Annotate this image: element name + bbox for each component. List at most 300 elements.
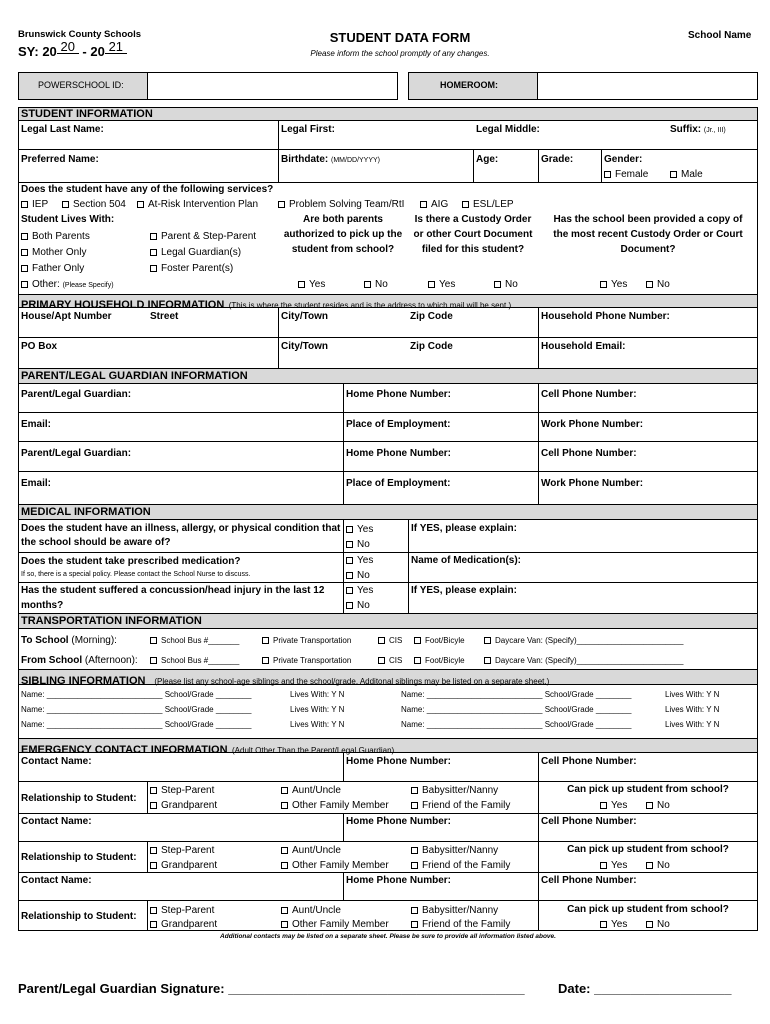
student-section-title: STUDENT INFORMATION bbox=[21, 108, 153, 120]
from-cis[interactable] bbox=[378, 657, 402, 665]
friend-text: Friend of the Family bbox=[422, 919, 511, 930]
contact3-pickup-yes[interactable] bbox=[600, 920, 627, 930]
lives-legal-guardians[interactable] bbox=[150, 248, 241, 258]
checkbox-icon[interactable] bbox=[670, 171, 677, 178]
service-at-risk[interactable] bbox=[137, 200, 258, 210]
checkbox-icon[interactable] bbox=[378, 637, 385, 644]
contact3-home-phone: Home Phone Number: bbox=[346, 875, 452, 886]
foot-text: Foot/Bicyle bbox=[425, 656, 465, 665]
checkbox-icon[interactable] bbox=[281, 862, 288, 869]
babysitter-text: Babysitter/Nanny bbox=[422, 905, 499, 916]
to-cis[interactable] bbox=[378, 637, 402, 645]
divider bbox=[18, 872, 758, 873]
checkbox-icon[interactable] bbox=[462, 201, 469, 208]
checkbox-icon[interactable] bbox=[346, 557, 353, 564]
emergency-section-title bbox=[21, 741, 394, 757]
household-phone-label: Household Phone Number: bbox=[541, 311, 670, 322]
custody-yes[interactable] bbox=[428, 280, 455, 290]
contact3-name-label: Contact Name: bbox=[21, 875, 92, 886]
medical-q3-yes[interactable] bbox=[346, 586, 373, 596]
contact3-pickup-no[interactable] bbox=[646, 920, 670, 930]
checkbox-icon[interactable] bbox=[150, 921, 157, 928]
copy-question-1: Has the school been provided a copy of bbox=[553, 214, 743, 225]
guardian2-email: Email: bbox=[21, 478, 52, 489]
babysitter-text: Babysitter/Nanny bbox=[422, 785, 499, 796]
morning-text: (Morning): bbox=[71, 635, 117, 646]
checkbox-icon[interactable] bbox=[21, 249, 28, 256]
cis-text: CIS bbox=[389, 656, 403, 665]
contact3-babysitter[interactable] bbox=[411, 906, 498, 916]
checkbox-icon[interactable] bbox=[346, 587, 353, 594]
checkbox-icon[interactable] bbox=[21, 265, 28, 272]
contact1-pickup-yes[interactable] bbox=[600, 801, 627, 811]
checkbox-icon[interactable] bbox=[600, 862, 607, 869]
divider bbox=[601, 149, 602, 182]
checkbox-icon[interactable] bbox=[420, 201, 427, 208]
checkbox-icon[interactable] bbox=[346, 526, 353, 533]
date-line[interactable]: Date: ___________________ bbox=[558, 981, 732, 996]
sibling-row-2-right-lives[interactable]: Lives With: Y N bbox=[665, 705, 720, 714]
checkbox-icon[interactable] bbox=[150, 657, 157, 664]
friend-text: Friend of the Family bbox=[422, 860, 511, 871]
divider bbox=[147, 900, 148, 931]
guardian1-home-phone: Home Phone Number: bbox=[346, 389, 452, 400]
contact2-friend[interactable] bbox=[411, 861, 510, 871]
guardian1-work-phone: Work Phone Number: bbox=[541, 419, 644, 430]
sibling-row-3-right-lives[interactable]: Lives With: Y N bbox=[665, 720, 720, 729]
checkbox-icon[interactable] bbox=[150, 249, 157, 256]
contact3-step-parent[interactable] bbox=[150, 906, 214, 916]
divider bbox=[18, 441, 758, 442]
sibling-row-2-left[interactable]: Name: __________________________ School/Grade ________ bbox=[21, 705, 252, 714]
divider bbox=[538, 308, 539, 368]
cis-text: CIS bbox=[389, 636, 403, 645]
yes-text: Yes bbox=[357, 555, 374, 566]
sibling-row-1-right[interactable]: Name: __________________________ School/Grade ________ bbox=[401, 690, 632, 699]
yes-text: Yes bbox=[357, 585, 374, 596]
transport-section-title: TRANSPORTATION INFORMATION bbox=[21, 615, 202, 627]
divider bbox=[343, 813, 344, 842]
medical-q1-no[interactable] bbox=[346, 540, 370, 550]
medical-q3-line1: Has the student suffered a concussion/head injury in the last 12 bbox=[21, 585, 325, 596]
custody-question-3: filed for this student? bbox=[421, 244, 525, 255]
checkbox-icon[interactable] bbox=[262, 657, 269, 664]
contact1-pickup-question: Can pick up student from school? bbox=[567, 784, 729, 795]
checkbox-icon[interactable] bbox=[600, 921, 607, 928]
checkbox-icon[interactable] bbox=[21, 233, 28, 240]
divider bbox=[278, 121, 279, 149]
checkbox-icon[interactable] bbox=[600, 281, 607, 288]
household-email-label: Household Email: bbox=[541, 341, 626, 352]
checkbox-icon[interactable] bbox=[428, 281, 435, 288]
divider bbox=[18, 471, 758, 472]
copy-question-2: the most recent Custody Order or Court bbox=[553, 229, 743, 240]
medical-q1-line2: the school should be aware of? bbox=[21, 537, 171, 548]
divider bbox=[18, 781, 758, 782]
checkbox-icon[interactable] bbox=[411, 847, 418, 854]
divider bbox=[343, 520, 344, 613]
sibling-row-2-right[interactable]: Name: __________________________ School/Grade ________ bbox=[401, 705, 632, 714]
checkbox-icon[interactable] bbox=[346, 602, 353, 609]
checkbox-icon[interactable] bbox=[600, 802, 607, 809]
both-parents-text: Both Parents bbox=[32, 231, 90, 242]
signature-line[interactable]: Parent/Legal Guardian Signature: _________________________________________ bbox=[18, 981, 525, 996]
medical-section-title: MEDICAL INFORMATION bbox=[21, 506, 151, 518]
services-question: Does the student have any of the following services? bbox=[21, 184, 274, 195]
contact2-babysitter[interactable] bbox=[411, 846, 498, 856]
age-label: Age: bbox=[476, 154, 499, 165]
sibling-row-3-right[interactable]: Name: __________________________ School/Grade ________ bbox=[401, 720, 632, 729]
checkbox-icon[interactable] bbox=[21, 281, 28, 288]
medical-q2-yes[interactable] bbox=[346, 556, 373, 566]
medical-q3-line2: months? bbox=[21, 600, 64, 611]
contact2-relationship: Relationship to Student: bbox=[21, 852, 137, 863]
contact2-grandparent[interactable] bbox=[150, 861, 217, 871]
contact1-cell-phone: Cell Phone Number: bbox=[541, 756, 637, 767]
medical-q1-line1: Does the student have an illness, allergy, or physical condition that bbox=[21, 523, 341, 534]
contact1-step-parent[interactable] bbox=[150, 786, 214, 796]
lives-both-parents[interactable] bbox=[21, 232, 90, 242]
sibling-row-2-left-lives[interactable]: Lives With: Y N bbox=[290, 705, 345, 714]
sibling-row-1-left[interactable]: Name: __________________________ School/Grade ________ bbox=[21, 690, 252, 699]
checkbox-icon[interactable] bbox=[281, 847, 288, 854]
medical-q1-yes[interactable] bbox=[346, 525, 373, 535]
guardian1-cell-phone: Cell Phone Number: bbox=[541, 389, 637, 400]
checkbox-icon[interactable] bbox=[646, 862, 653, 869]
divider bbox=[18, 552, 758, 553]
to-foot[interactable] bbox=[414, 637, 465, 645]
legal-first-label: Legal First: bbox=[281, 124, 335, 135]
sy-label: SY: 20 bbox=[18, 44, 57, 59]
divider bbox=[408, 520, 409, 613]
service-esl[interactable] bbox=[462, 200, 514, 210]
custody-question-2: or other Court Document bbox=[413, 229, 533, 240]
sibling-row-3-left-lives[interactable]: Lives With: Y N bbox=[290, 720, 345, 729]
no-text: No bbox=[357, 600, 370, 611]
divider bbox=[343, 753, 344, 782]
divider bbox=[538, 149, 539, 182]
gender-male[interactable] bbox=[670, 170, 703, 180]
contact3-cell-phone: Cell Phone Number: bbox=[541, 875, 637, 886]
yes-text: Yes bbox=[611, 919, 628, 930]
divider bbox=[278, 149, 279, 182]
powerschool-input[interactable] bbox=[148, 72, 398, 100]
aig-text: AIG bbox=[431, 199, 449, 210]
checkbox-icon[interactable] bbox=[298, 281, 305, 288]
mother-only-text: Mother Only bbox=[32, 247, 87, 258]
checkbox-icon[interactable] bbox=[646, 921, 653, 928]
emergency-note: (Adult Other Than the Parent/Legal Guardian) bbox=[232, 746, 395, 755]
service-iep[interactable] bbox=[21, 200, 48, 210]
city-label: City/Town bbox=[281, 311, 329, 322]
step-parent-text: Step-Parent bbox=[161, 845, 215, 856]
checkbox-icon[interactable] bbox=[411, 907, 418, 914]
birthdate-hint: (MM/DD/YYYY) bbox=[331, 157, 381, 164]
checkbox-icon[interactable] bbox=[62, 201, 69, 208]
checkbox-icon[interactable] bbox=[484, 637, 491, 644]
from-private[interactable] bbox=[262, 657, 351, 665]
sy-end[interactable]: 21 bbox=[105, 40, 127, 54]
emergency-title-text: EMERGENCY CONTACT INFORMATION bbox=[21, 744, 228, 756]
yes-text: Yes bbox=[439, 279, 456, 290]
contact1-friend[interactable] bbox=[411, 801, 510, 811]
sibling-note: (Please list any school-age siblings and the school/grade. Additonal siblings may be listed on a separate sheet.) bbox=[154, 677, 550, 686]
divider bbox=[473, 149, 474, 182]
to-school-text: To School bbox=[21, 635, 69, 646]
no-text: No bbox=[505, 279, 518, 290]
sibling-section-title bbox=[21, 672, 549, 688]
zip-label: Zip Code bbox=[410, 311, 453, 322]
house-number-label: House/Apt Number bbox=[21, 311, 112, 322]
sy-dash: - 20 bbox=[82, 44, 105, 59]
both-auth-question-3: student from school? bbox=[291, 244, 395, 255]
checkbox-icon[interactable] bbox=[150, 265, 157, 272]
checkbox-icon[interactable] bbox=[150, 907, 157, 914]
checkbox-icon[interactable] bbox=[411, 921, 418, 928]
babysitter-text: Babysitter/Nanny bbox=[422, 845, 499, 856]
checkbox-icon[interactable] bbox=[378, 657, 385, 664]
checkbox-icon[interactable] bbox=[414, 657, 421, 664]
divider bbox=[18, 182, 758, 183]
from-school-text: From School bbox=[21, 655, 83, 666]
medical-q3-explain: If YES, please explain: bbox=[411, 585, 517, 596]
both-auth-question-1: Are both parents bbox=[302, 214, 383, 225]
checkbox-icon[interactable] bbox=[281, 802, 288, 809]
parent-step-text: Parent & Step-Parent bbox=[161, 231, 257, 242]
esl-text: ESL/LEP bbox=[473, 199, 514, 210]
checkbox-icon[interactable] bbox=[150, 233, 157, 240]
suffix-hint: (Jr., III) bbox=[703, 127, 726, 134]
divider bbox=[147, 841, 148, 872]
legal-last-label: Legal Last Name: bbox=[21, 124, 104, 135]
bus-text: School Bus #_______ bbox=[161, 656, 240, 665]
school-year bbox=[18, 39, 127, 59]
aunt-uncle-text: Aunt/Uncle bbox=[292, 785, 341, 796]
guardian1-employment: Place of Employment: bbox=[346, 419, 451, 430]
checkbox-icon[interactable] bbox=[281, 907, 288, 914]
contact2-name-label: Contact Name: bbox=[21, 816, 92, 827]
sibling-row-3-left[interactable]: Name: __________________________ School/Grade ________ bbox=[21, 720, 252, 729]
checkbox-icon[interactable] bbox=[278, 201, 285, 208]
sy-start[interactable]: 20 bbox=[57, 40, 79, 54]
household-note: (This is where the student resides and is the address to which mail will be sent.) bbox=[228, 301, 512, 310]
lives-foster[interactable] bbox=[150, 264, 233, 274]
male-text: Male bbox=[681, 169, 703, 180]
checkbox-icon[interactable] bbox=[346, 541, 353, 548]
zip-label-2: Zip Code bbox=[410, 341, 453, 352]
copy-question-3: Document? bbox=[620, 244, 676, 255]
both-auth-question-2: authorized to pick up the bbox=[283, 229, 403, 240]
checkbox-icon[interactable] bbox=[21, 201, 28, 208]
medical-q2-note: If so, there is a special policy. Please contact the School Nurse to discuss. bbox=[21, 571, 251, 578]
other-hint: (Please Specify) bbox=[62, 282, 114, 289]
contact1-babysitter[interactable] bbox=[411, 786, 498, 796]
service-pst[interactable] bbox=[278, 200, 404, 210]
homeroom-input[interactable] bbox=[538, 72, 758, 100]
friend-text: Friend of the Family bbox=[422, 800, 511, 811]
checkbox-icon[interactable] bbox=[150, 787, 157, 794]
contact2-cell-phone: Cell Phone Number: bbox=[541, 816, 637, 827]
yes-text: Yes bbox=[611, 279, 628, 290]
checkbox-icon[interactable] bbox=[646, 281, 653, 288]
from-school-label bbox=[21, 656, 138, 666]
homeroom-label: HOMEROOM: bbox=[440, 80, 498, 90]
birthdate-label bbox=[281, 155, 380, 165]
to-daycare[interactable] bbox=[484, 637, 683, 645]
grandparent-text: Grandparent bbox=[161, 800, 218, 811]
contact3-grandparent[interactable] bbox=[150, 920, 217, 930]
contact1-relationship: Relationship to Student: bbox=[21, 793, 137, 804]
divider bbox=[538, 753, 539, 931]
birthdate-text: Birthdate: bbox=[281, 154, 329, 165]
yes-text: Yes bbox=[611, 860, 628, 871]
to-private[interactable] bbox=[262, 637, 351, 645]
step-parent-text: Step-Parent bbox=[161, 905, 215, 916]
contact2-pickup-no[interactable] bbox=[646, 861, 670, 871]
checkbox-icon[interactable] bbox=[604, 171, 611, 178]
at-risk-text: At-Risk Intervention Plan bbox=[148, 199, 259, 210]
step-parent-text: Step-Parent bbox=[161, 785, 215, 796]
to-bus[interactable] bbox=[150, 637, 239, 645]
checkbox-icon[interactable] bbox=[646, 802, 653, 809]
checkbox-icon[interactable] bbox=[346, 572, 353, 579]
both-auth-no[interactable] bbox=[364, 280, 388, 290]
checkbox-icon[interactable] bbox=[150, 847, 157, 854]
contact2-step-parent[interactable] bbox=[150, 846, 214, 856]
no-text: No bbox=[375, 279, 388, 290]
checkbox-icon[interactable] bbox=[150, 802, 157, 809]
sibling-row-1-right-lives[interactable]: Lives With: Y N bbox=[665, 690, 720, 699]
emergency-footer-note: Additional contacts may be listed on a separate sheet. Please be sure to provide all information listed above. bbox=[220, 933, 556, 940]
contact1-home-phone: Home Phone Number: bbox=[346, 756, 452, 767]
legal-middle-label: Legal Middle: bbox=[476, 124, 540, 135]
guardian-section-title: PARENT/LEGAL GUARDIAN INFORMATION bbox=[21, 370, 248, 382]
aunt-uncle-text: Aunt/Uncle bbox=[292, 905, 341, 916]
custody-no[interactable] bbox=[494, 280, 518, 290]
school-district: Brunswick County Schools bbox=[18, 29, 141, 40]
no-text: No bbox=[657, 860, 670, 871]
custody-question-1: Is there a Custody Order bbox=[414, 214, 532, 225]
divider bbox=[343, 872, 344, 901]
guardian2-home-phone: Home Phone Number: bbox=[346, 448, 452, 459]
grandparent-text: Grandparent bbox=[161, 860, 218, 871]
guardian2-label: Parent/Legal Guardian: bbox=[21, 448, 132, 459]
city-label-2: City/Town bbox=[281, 341, 329, 352]
medication-name-label: Name of Medication(s): bbox=[411, 555, 522, 566]
checkbox-icon[interactable] bbox=[281, 787, 288, 794]
other-text: Other: bbox=[32, 279, 60, 290]
from-daycare[interactable] bbox=[484, 657, 683, 665]
powerschool-label: POWERSCHOOL ID: bbox=[38, 80, 124, 90]
lives-other[interactable] bbox=[21, 280, 114, 290]
divider bbox=[18, 841, 758, 842]
checkbox-icon[interactable] bbox=[411, 787, 418, 794]
checkbox-icon[interactable] bbox=[364, 281, 371, 288]
divider bbox=[147, 781, 148, 813]
no-text: No bbox=[657, 800, 670, 811]
po-box-label: PO Box bbox=[21, 341, 58, 352]
yes-text: Yes bbox=[357, 524, 374, 535]
checkbox-icon[interactable] bbox=[411, 802, 418, 809]
contact1-pickup-no[interactable] bbox=[646, 801, 670, 811]
copy-no[interactable] bbox=[646, 280, 670, 290]
contact3-friend[interactable] bbox=[411, 920, 510, 930]
from-foot[interactable] bbox=[414, 657, 465, 665]
contact2-other-family[interactable] bbox=[281, 861, 389, 871]
guardian2-employment: Place of Employment: bbox=[346, 478, 451, 489]
no-text: No bbox=[657, 279, 670, 290]
sibling-title-text: SIBLING INFORMATION bbox=[21, 675, 146, 687]
daycare-text: Daycare Van: (Specify)________________________ bbox=[495, 656, 684, 665]
guardian1-email: Email: bbox=[21, 419, 52, 430]
s504-text: Section 504 bbox=[73, 199, 126, 210]
contact3-other-family[interactable] bbox=[281, 920, 389, 930]
checkbox-icon[interactable] bbox=[494, 281, 501, 288]
contact3-aunt-uncle[interactable] bbox=[281, 906, 341, 916]
lives-with-label: Student Lives With: bbox=[21, 214, 115, 225]
from-bus[interactable] bbox=[150, 657, 239, 665]
lives-parent-step[interactable] bbox=[150, 232, 256, 242]
female-text: Female bbox=[615, 169, 649, 180]
checkbox-icon[interactable] bbox=[150, 637, 157, 644]
grandparent-text: Grandparent bbox=[161, 919, 218, 930]
medical-q2-no[interactable] bbox=[346, 571, 370, 581]
checkbox-icon[interactable] bbox=[414, 637, 421, 644]
daycare-text: Daycare Van: (Specify)________________________ bbox=[495, 636, 684, 645]
afternoon-text: (Afternoon): bbox=[84, 655, 138, 666]
guardian2-cell-phone: Cell Phone Number: bbox=[541, 448, 637, 459]
foot-text: Foot/Bicyle bbox=[425, 636, 465, 645]
lives-father-only[interactable] bbox=[21, 264, 84, 274]
private-text: Private Transportation bbox=[273, 656, 352, 665]
both-auth-yes[interactable] bbox=[298, 280, 325, 290]
household-section-title bbox=[21, 296, 511, 312]
medical-q2: Does the student take prescribed medication? bbox=[21, 556, 241, 567]
checkbox-icon[interactable] bbox=[281, 921, 288, 928]
contact2-aunt-uncle[interactable] bbox=[281, 846, 341, 856]
sibling-row-1-left-lives[interactable]: Lives With: Y N bbox=[290, 690, 345, 699]
private-text: Private Transportation bbox=[273, 636, 352, 645]
contact1-other-family[interactable] bbox=[281, 801, 389, 811]
preferred-name-label: Preferred Name: bbox=[21, 154, 99, 165]
medical-q3-no[interactable] bbox=[346, 601, 370, 611]
contact2-pickup-question: Can pick up student from school? bbox=[567, 844, 729, 855]
lives-mother-only[interactable] bbox=[21, 248, 86, 258]
checkbox-icon[interactable] bbox=[150, 862, 157, 869]
copy-yes[interactable] bbox=[600, 280, 627, 290]
bus-text: School Bus #_______ bbox=[161, 636, 240, 645]
father-only-text: Father Only bbox=[32, 263, 85, 274]
checkbox-icon[interactable] bbox=[411, 862, 418, 869]
service-504[interactable] bbox=[62, 200, 126, 210]
foster-text: Foster Parent(s) bbox=[161, 263, 234, 274]
grade-label: Grade: bbox=[541, 154, 574, 165]
service-aig[interactable] bbox=[420, 200, 448, 210]
contact2-pickup-yes[interactable] bbox=[600, 861, 627, 871]
gender-female[interactable] bbox=[604, 170, 648, 180]
contact1-grandparent[interactable] bbox=[150, 801, 217, 811]
no-text: No bbox=[357, 570, 370, 581]
to-school-label bbox=[21, 636, 117, 646]
checkbox-icon[interactable] bbox=[262, 637, 269, 644]
yes-text: Yes bbox=[309, 279, 326, 290]
gender-label: Gender: bbox=[604, 154, 643, 165]
contact1-aunt-uncle[interactable] bbox=[281, 786, 341, 796]
checkbox-icon[interactable] bbox=[484, 657, 491, 664]
contact3-relationship: Relationship to Student: bbox=[21, 911, 137, 922]
street-label: Street bbox=[150, 311, 179, 322]
checkbox-icon[interactable] bbox=[137, 201, 144, 208]
